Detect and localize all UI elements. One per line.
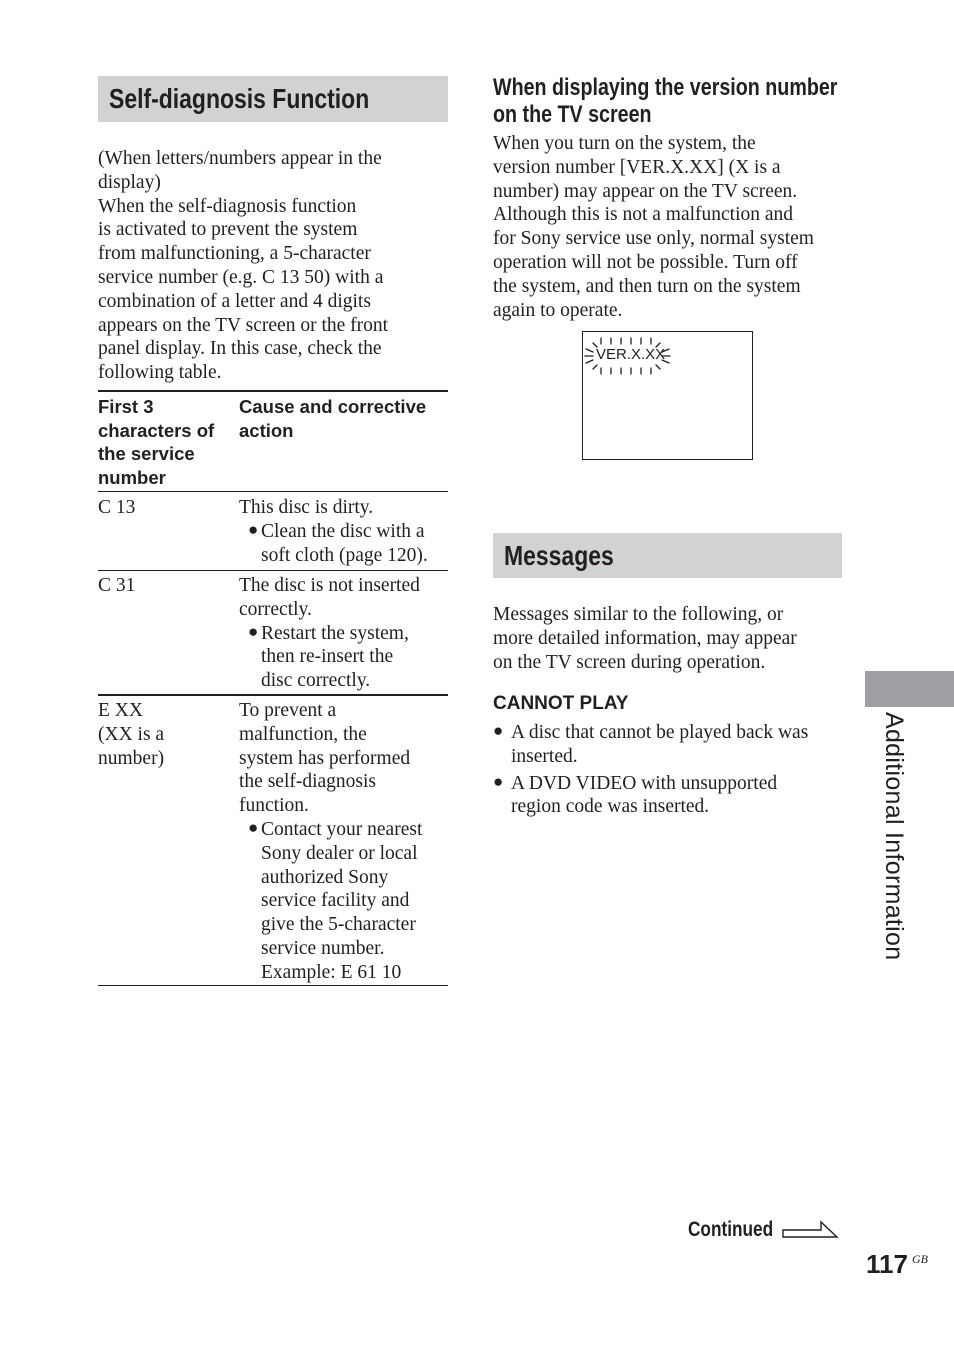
intro-line: from malfunctioning, a 5-character — [98, 243, 371, 265]
body-line: for Sony service use only, normal system — [493, 228, 814, 250]
bullet-line: then re-insert the — [261, 646, 394, 668]
continued-arrow-icon — [781, 1218, 841, 1240]
table-top-rule — [98, 390, 448, 392]
messages-header-bar — [493, 533, 842, 578]
cause-line: This disc is dirty. — [239, 497, 374, 518]
version-display-text: VER.X.XX — [596, 346, 666, 363]
body-line: operation will not be possible. Turn off — [493, 251, 798, 273]
header-line: characters of — [98, 419, 215, 441]
body-line: more detailed information, may appear — [493, 627, 797, 649]
version-body — [493, 132, 843, 322]
list-item — [493, 721, 843, 769]
version-heading — [493, 74, 837, 128]
bullet-line: region code was inserted. — [511, 796, 710, 818]
cause-line: The disc is not inserted — [239, 575, 420, 596]
self-diagnosis-header-bar — [98, 76, 448, 122]
bullet-icon: ● — [248, 519, 259, 539]
list-item — [493, 772, 843, 820]
bullet-icon: ● — [248, 817, 259, 837]
intro-line: following table. — [98, 362, 222, 384]
cause-line: correctly. — [239, 598, 312, 620]
bullet-item — [239, 520, 448, 568]
chapter-label-text: Additional Information — [880, 712, 908, 961]
code-line: C 13 — [98, 497, 136, 518]
header-line: Cause and corrective — [239, 396, 427, 417]
intro-line: service number (e.g. C 13 50) with a — [98, 266, 384, 288]
header-line: First 3 — [98, 396, 154, 417]
bullet-line: Example: E 61 10 — [261, 961, 402, 983]
bullet-line: service facility and — [261, 890, 410, 912]
code-line: E XX — [98, 700, 143, 721]
section-title-self-diagnosis: Self-diagnosis Function — [109, 83, 370, 114]
intro-line: appears on the TV screen or the front — [98, 314, 389, 336]
section-title-messages: Messages — [504, 540, 614, 571]
page-region-suffix: GB — [912, 1252, 928, 1266]
heading-line: When displaying the version number — [493, 74, 838, 101]
bullet-icon: ● — [248, 621, 259, 641]
header-line: number — [98, 466, 166, 488]
bullet-line: disc correctly. — [261, 670, 371, 692]
table-header-rule — [98, 491, 448, 492]
table-header-cause — [239, 395, 448, 442]
table-bottom-rule — [98, 985, 448, 986]
cannot-play-subheading: CANNOT PLAY — [493, 693, 629, 714]
bullet-item — [239, 622, 448, 693]
intro-line: combination of a letter and 4 digits — [98, 290, 371, 312]
body-line: version number [VER.X.XX] (X is a — [493, 156, 781, 178]
header-line: action — [239, 419, 294, 441]
intro-line: is activated to prevent the system — [98, 219, 358, 241]
body-line: on the TV screen during operation. — [493, 651, 766, 673]
tv-screen-illustration — [582, 331, 753, 460]
bullet-line: give the 5-character — [261, 914, 416, 936]
bullet-line: Contact your nearest — [261, 818, 423, 840]
table-row-rule — [98, 694, 448, 696]
body-line: number) may appear on the TV screen. — [493, 180, 798, 202]
intro-line: (When letters/numbers appear in the — [98, 148, 382, 169]
bullet-line: inserted. — [511, 745, 578, 767]
intro-line: display) — [98, 171, 161, 193]
body-line: again to operate. — [493, 299, 623, 321]
cause-line: system has performed — [239, 747, 411, 769]
page-number: 117 — [866, 1249, 908, 1279]
body-line: When you turn on the system, the — [493, 133, 756, 154]
bullet-line: service number. — [261, 937, 385, 959]
bullet-line: Sony dealer or local — [261, 842, 418, 864]
header-line: the service — [98, 443, 195, 464]
intro-line: panel display. In this case, check the — [98, 338, 382, 360]
cause-line: malfunction, the — [239, 723, 367, 745]
bullet-icon: ● — [493, 721, 504, 740]
table-header-code — [98, 395, 233, 489]
code-line: number) — [98, 747, 165, 769]
chapter-side-label — [862, 712, 912, 977]
table-row-cause — [239, 496, 448, 567]
body-line: Although this is not a malfunction and — [493, 204, 794, 226]
table-row-cause — [239, 699, 448, 985]
messages-bullets — [493, 721, 843, 819]
table-row-rule — [98, 570, 448, 571]
self-diagnosis-intro — [98, 147, 448, 385]
bullet-icon: ● — [493, 771, 504, 791]
table-row-cause — [239, 574, 448, 693]
table-row-code — [98, 496, 135, 520]
bullet-item — [239, 818, 448, 985]
messages-intro — [493, 603, 843, 674]
bullet-line: Restart the system, — [261, 622, 409, 644]
cause-line: To prevent a — [239, 700, 337, 721]
code-line: C 31 — [98, 575, 136, 596]
cause-line: function. — [239, 795, 309, 817]
cause-line: the self-diagnosis — [239, 771, 377, 793]
body-line: the system, and then turn on the system — [493, 275, 801, 297]
code-line: (XX is a — [98, 723, 165, 745]
intro-line: When the self-diagnosis function — [98, 195, 357, 217]
bullet-line: A DVD VIDEO with unsupported — [511, 772, 778, 794]
continued-label: Continued — [688, 1218, 774, 1241]
table-row-code — [98, 699, 164, 770]
body-line: Messages similar to the following, or — [493, 604, 784, 625]
bullet-line: authorized Sony — [261, 866, 389, 888]
bullet-line: soft cloth (page 120). — [261, 544, 428, 566]
bullet-line: Clean the disc with a — [261, 520, 425, 542]
bullet-line: A disc that cannot be played back was — [511, 722, 809, 743]
table-row-code — [98, 574, 135, 598]
heading-line: on the TV screen — [493, 101, 652, 128]
chapter-tab-marker — [865, 671, 954, 707]
